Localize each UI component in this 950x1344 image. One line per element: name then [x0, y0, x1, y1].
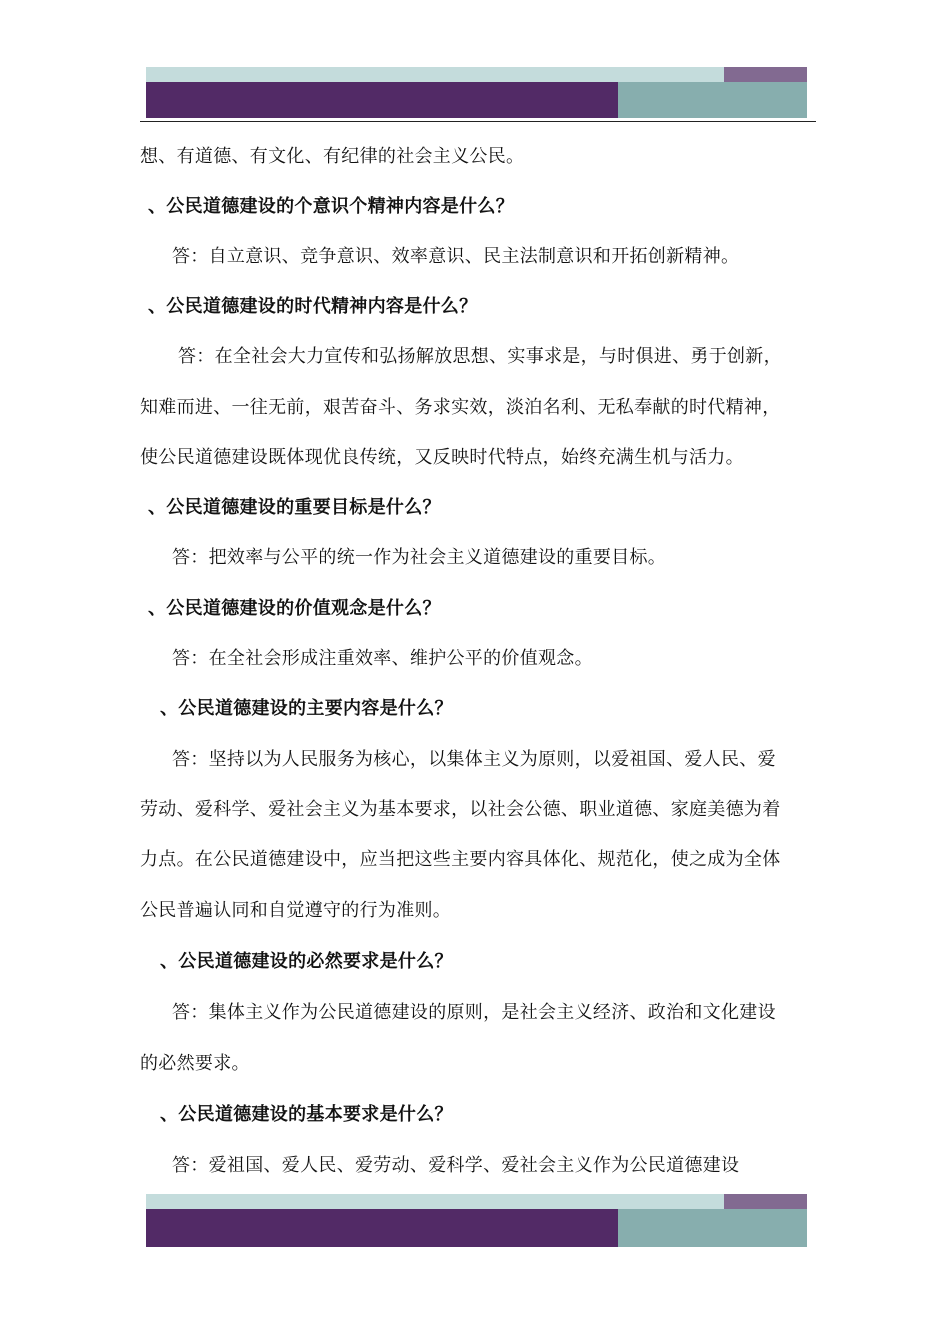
- answer-line: 答：爱祖国、爱人民、爱劳动、爱科学、爱社会主义作为公民道德建设: [172, 1155, 740, 1176]
- answer-line: 答：集体主义作为公民道德建设的原则，是社会主义经济、政治和文化建设: [172, 1002, 776, 1023]
- answer-line: 答：在全社会形成注重效率、维护公平的价值观念。: [172, 648, 593, 669]
- answer-line: 力点。在公民道德建设中，应当把这些主要内容具体化、规范化，使之成为全体: [140, 849, 781, 870]
- footer-teal-block: [618, 1209, 807, 1247]
- answer-line: 答：坚持以为人民服务为核心，以集体主义为原则，以爱祖国、爱人民、爱: [172, 749, 776, 770]
- answer-line: 答：在全社会大力宣传和弘扬解放思想、实事求是，与时俱进、勇于创新，: [178, 346, 782, 367]
- question-heading: 、公民道德建设的重要目标是什么？: [148, 497, 441, 518]
- footer-purple-band: [146, 1209, 618, 1247]
- question-heading: 、公民道德建设的基本要求是什么？: [160, 1104, 453, 1125]
- question-heading: 、公民道德建设的时代精神内容是什么？: [148, 296, 478, 317]
- answer-line: 的必然要求。: [140, 1053, 250, 1074]
- footer-light-teal-band: [146, 1194, 724, 1209]
- answer-line: 使公民道德建设既体现优良传统，又反映时代特点，始终充满生机与活力。: [140, 447, 744, 468]
- answer-line: 劳动、爱科学、爱社会主义为基本要求，以社会公德、职业道德、家庭美德为着: [140, 799, 781, 820]
- header-light-teal-band: [146, 67, 724, 82]
- question-heading: 、公民道德建设的必然要求是什么？: [160, 951, 453, 972]
- answer-line: 知难而进、一往无前，艰苦奋斗、务求实效，淡泊名利、无私奉献的时代精神，: [140, 397, 781, 418]
- body-line: 想、有道德、有文化、有纪律的社会主义公民。: [140, 146, 525, 167]
- answer-line: 答：自立意识、竞争意识、效率意识、民主法制意识和开拓创新精神。: [172, 246, 740, 267]
- header-teal-block: [618, 82, 807, 118]
- question-heading: 、公民道德建设的主要内容是什么？: [160, 698, 453, 719]
- footer-mauve-block: [724, 1194, 807, 1209]
- answer-line: 公民普遍认同和自觉遵守的行为准则。: [140, 900, 452, 921]
- header-purple-band: [146, 82, 618, 118]
- question-heading: 、公民道德建设的价值观念是什么？: [148, 598, 441, 619]
- header-mauve-block: [724, 67, 807, 82]
- header-rule: [140, 121, 816, 122]
- answer-line: 答：把效率与公平的统一作为社会主义道德建设的重要目标。: [172, 547, 667, 568]
- question-heading: 、公民道德建设的个意识个精神内容是什么？: [148, 196, 514, 217]
